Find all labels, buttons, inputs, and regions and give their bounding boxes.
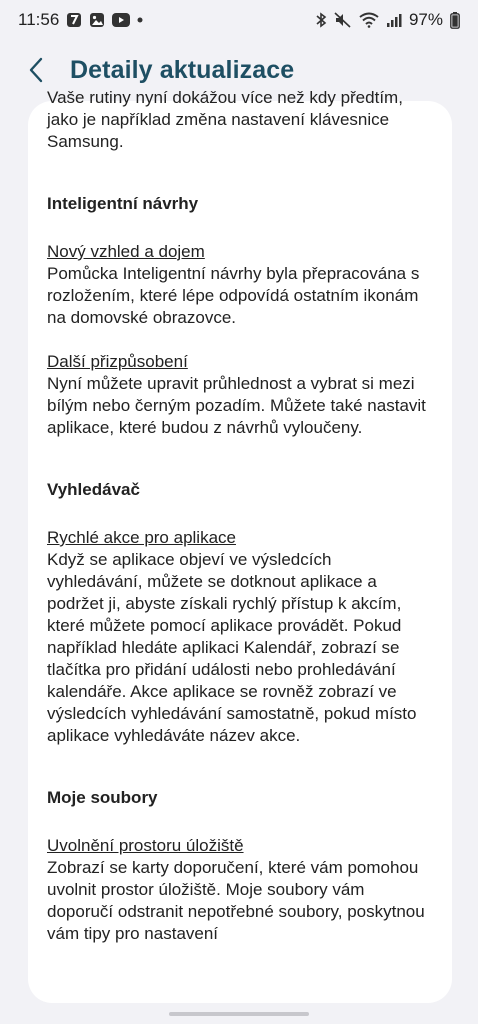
intro-text: Vaše rutiny nyní dokážou více než kdy předtím, jako je například změna nastavení klávesnice Samsung. — [47, 88, 403, 151]
notification-icon — [66, 12, 82, 28]
chevron-left-icon — [26, 57, 46, 83]
item-title: Další přizpůsobení — [47, 352, 188, 371]
gallery-icon — [89, 12, 105, 28]
section-item — [47, 351, 427, 439]
home-indicator[interactable] — [169, 1012, 309, 1016]
signal-icon — [386, 12, 402, 28]
status-bar — [0, 0, 478, 40]
update-details-card[interactable] — [28, 88, 452, 1003]
status-right — [315, 10, 460, 30]
item-title: Uvolnění prostoru úložiště — [47, 836, 244, 855]
section-heading-finder: Vyhledávač — [47, 480, 140, 499]
item-text: Nyní můžete upravit průhlednost a vybrat si mezi bílým nebo černým pozadím. Můžete také nastavit aplikace, které budou z návrhů vyloučeny. — [47, 374, 426, 437]
section-heading-my-files: Moje soubory — [47, 788, 158, 807]
item-title: Nový vzhled a dojem — [47, 242, 205, 261]
item-title: Rychlé akce pro aplikace — [47, 528, 236, 547]
section-heading-smart-suggestions: Inteligentní návrhy — [47, 194, 199, 213]
item-text: Když se aplikace objeví ve výsledcích vyhledávání, můžete se dotknout aplikace a podržet ji, abyste získali rychlý přístup k akcím, které můžete pomocí aplikace provádět. Pokud například hledáte aplikaci Kalendář, zobrazí se tlačítka pro přidání události nebo prohledávání kalendáře. Akce aplikace se rovněž zobrazí ve výsledcích vyhledávání samostatně, pokud místo aplikace vyhledáváte název akce. — [47, 550, 417, 745]
youtube-icon — [112, 13, 130, 27]
item-text: Pomůcka Inteligentní návrhy byla přepracována s rozložením, které lépe odpovídá ostatním ikonám na domovské obrazovce. — [47, 264, 420, 327]
section-item — [47, 241, 427, 329]
section-item — [47, 835, 427, 945]
page-title: Detaily aktualizace — [70, 55, 295, 84]
wifi-icon — [359, 12, 379, 28]
status-left — [18, 10, 143, 30]
bluetooth-icon — [315, 12, 327, 28]
battery-icon — [450, 12, 460, 29]
battery-percent: 97% — [408, 10, 443, 29]
update-details-content — [47, 87, 427, 945]
back-button[interactable] — [14, 48, 58, 92]
status-time: 11:56 — [18, 10, 60, 29]
section-item — [47, 527, 427, 747]
dot-icon — [137, 17, 143, 23]
mute-icon — [334, 12, 352, 28]
item-text: Zobrazí se karty doporučení, které vám pomohou uvolnit prostor úložiště. Moje soubory vám doporučí odstranit nepotřebné soubory, poskytnou vám tipy pro nastavení — [47, 858, 425, 943]
